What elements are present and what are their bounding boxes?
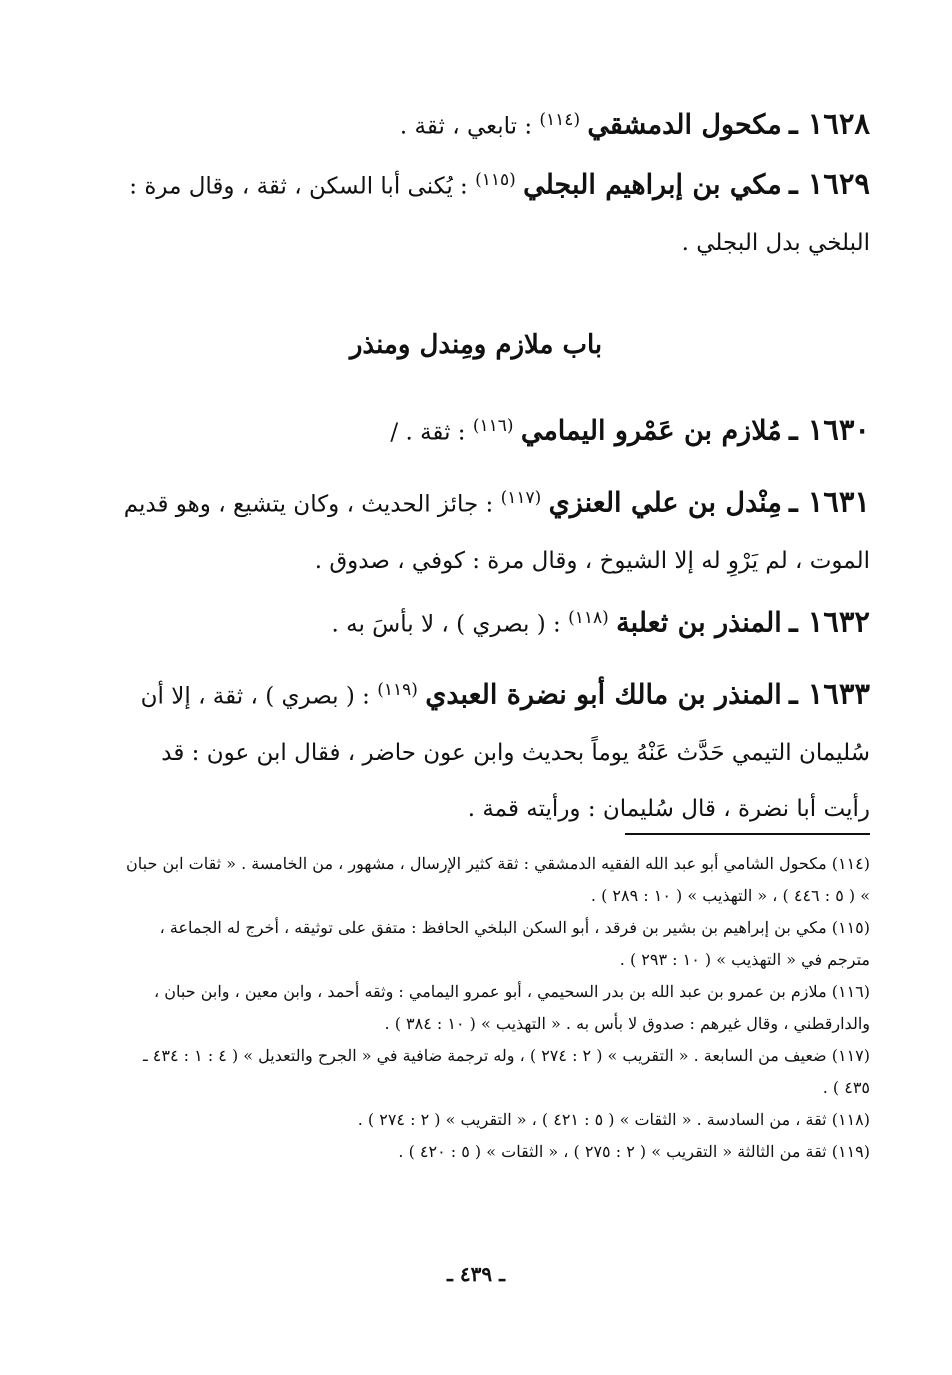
entry-number: ١٦٢٨ ـ [789, 106, 870, 141]
footnote-ref: (١١٤) [539, 110, 581, 130]
entry-text: : ( بصري ) ، لا بأسَ به . [331, 611, 561, 638]
footnote-119: (١١٩) ثقة من الثالثة « التقريب » ( ٢ : ٢٧٥ ) ، « الثقات » ( ٥ : ٤٢٠ ) . [398, 1142, 870, 1161]
entry-text: : يُكنى أبا السكن ، ثقة ، وقال مرة : البلخي بدل البجلي . [129, 173, 870, 256]
entry-1632 [118, 590, 870, 653]
footnote-114: (١١٤) مكحول الشامي أبو عبد الله الفقيه الدمشقي : ثقة كثير الإرسال ، مشهور ، من الخامسة . « ثقات ابن حبان » ( ٥ : ٤٤٦ ) ، « التهذيب » ( ١٠ : ٢٨٩ ) . [126, 854, 870, 905]
section-heading: باب ملازم ومِندل ومنذر [349, 330, 603, 360]
entry-name: مِنْدل بن علي العنزي [548, 487, 782, 519]
footnote-separator [625, 833, 870, 835]
footnote-ref: (١١٦) [472, 416, 514, 436]
footnotes [118, 848, 870, 1168]
page-number: ـ ٤٣٩ ـ [447, 1262, 505, 1286]
entry-name: مكحول الدمشقي [587, 109, 782, 141]
footnote-ref: (١١٧) [500, 488, 542, 508]
entry-name: المنذر بن مالك أبو نضرة العبدي [425, 679, 782, 711]
entry-1631 [118, 470, 870, 589]
entry-1628 [118, 92, 870, 155]
entry-name: المنذر بن ثعلبة [616, 607, 782, 639]
entry-text: : تابعي ، ثقة . [399, 113, 533, 140]
entry-number: ١٦٣٣ ـ [789, 676, 870, 711]
footnote-ref: (١١٥) [475, 170, 516, 190]
entry-name: مكي بن إبراهيم البجلي [523, 169, 782, 201]
entry-text: : ( بصري ) ، ثقة ، إلا أن سُليمان التيمي حَدَّث عَنْهُ يوماً بحديث وابن عون حاضر ، فقال ابن عون : قد رأيت أبا نضرة ، قال سُليمان : ورأيته قمة . [140, 683, 870, 822]
entry-text: : ثقة . / [390, 419, 466, 446]
footnote-117: (١١٧) ضعيف من السابعة . « التقريب » ( ٢ : ٢٧٤ ) ، وله ترجمة ضافية في « الجرح والتعديل » ( ٤ : ١ : ٤٣٤ ـ ٤٣٥ ) . [143, 1046, 870, 1097]
footnote-116: (١١٦) ملازم بن عمرو بن عبد الله بن بدر السحيمي ، أبو عمرو اليمامي : وثقه أحمد ، وابن معين ، وابن حبان ، والدارقطني ، وقال غيرهم : صدوق لا بأس به . « التهذيب » ( ١٠ : ٣٨٤ ) . [154, 982, 870, 1033]
entry-number: ١٦٢٩ ـ [789, 166, 870, 201]
footnote-115: (١١٥) مكي بن إبراهيم بن بشير بن فرقد ، أبو السكن البلخي الحافظ : متفق على توثيقه ، أخرج له الجماعة ، مترجم في « التهذيب » ( ١٠ : ٢٩٣ ) . [159, 918, 870, 969]
entry-number: ١٦٣١ ـ [789, 484, 870, 519]
entry-1630 [118, 398, 870, 461]
entry-1633 [118, 662, 870, 837]
footnote-ref: (١١٨) [568, 608, 609, 628]
footnote-ref: (١١٩) [377, 680, 418, 700]
entry-text: : جائز الحديث ، وكان يتشيع ، وهو قديم الموت ، لم يَرْوِ له إلا الشيوخ ، وقال مرة : كوفي ، صدوق . [123, 491, 870, 574]
entry-number: ١٦٣٠ ـ [789, 412, 870, 447]
entry-name: مُلازم بن عَمْرو اليمامي [520, 415, 782, 447]
footnote-118: (١١٨) ثقة ، من السادسة . « الثقات » ( ٥ : ٤٢١ ) ، « التقريب » ( ٢ : ٢٧٤ ) . [357, 1110, 870, 1129]
entry-1629 [118, 152, 870, 271]
entry-number: ١٦٣٢ ـ [789, 604, 870, 639]
